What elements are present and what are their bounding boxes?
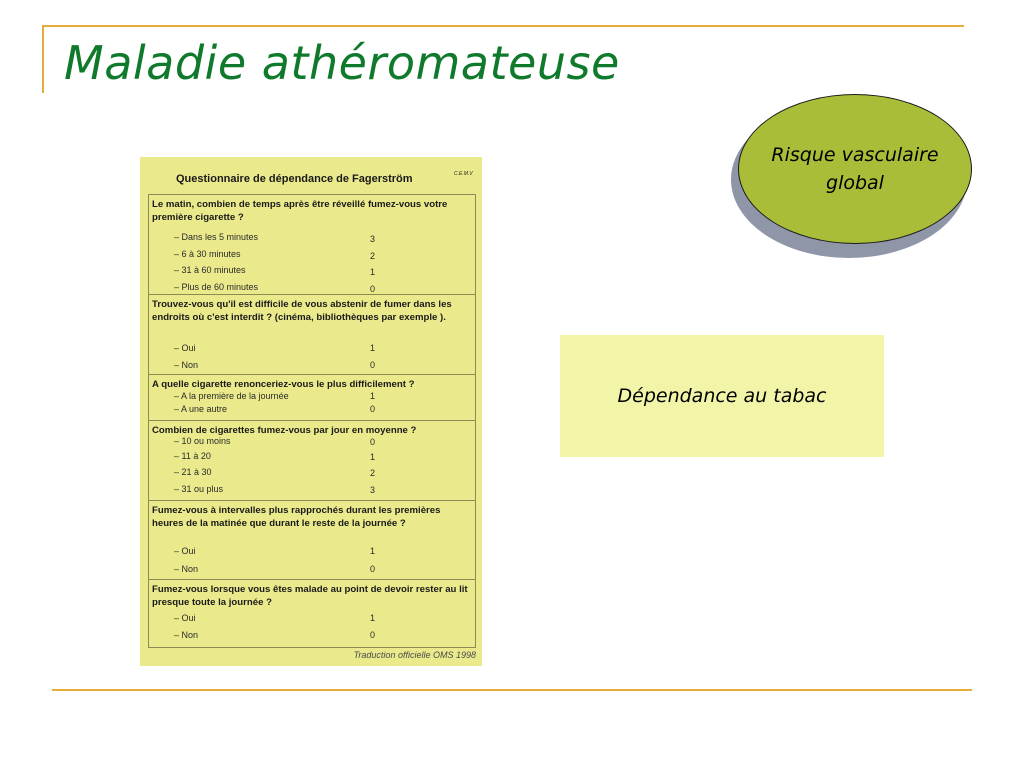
answer-label: – 10 ou moins xyxy=(174,436,231,446)
answer-score: 2 xyxy=(370,251,376,261)
answer-label: – Non xyxy=(174,360,199,370)
question-section xyxy=(149,374,475,420)
title-accent-bar xyxy=(42,25,44,93)
answer-score: 2 xyxy=(370,468,376,478)
dependence-box-text: Dépendance au tabac xyxy=(617,385,827,407)
answer-score: 3 xyxy=(370,234,376,244)
question-text: Fumez-vous à intervalles plus rapprochés durant les premières heures de la matinée que durant le reste de la journée ? xyxy=(152,505,441,529)
question-section xyxy=(149,294,475,374)
bottom-divider xyxy=(52,689,972,691)
answer-label: – 21 à 30 xyxy=(174,467,212,477)
answer-score: 0 xyxy=(370,630,376,640)
questionnaire-header xyxy=(140,157,482,195)
answer-label: – Dans les 5 minutes xyxy=(174,232,259,242)
answer-label: – Oui xyxy=(174,546,196,556)
answer-score: 0 xyxy=(370,360,376,370)
answer-score: 1 xyxy=(370,267,376,277)
answer-label: – 11 à 20 xyxy=(174,451,211,461)
answer-label: – Non xyxy=(174,630,199,640)
answer-score: 1 xyxy=(370,343,376,353)
risk-ellipse xyxy=(738,94,972,244)
answer-label: – A la première de la journée xyxy=(174,391,289,401)
question-section xyxy=(149,579,475,647)
answer-score: 0 xyxy=(370,564,376,574)
answer-score: 1 xyxy=(370,546,376,556)
question-section xyxy=(149,500,475,579)
question-text: Combien de cigarettes fumez-vous par jour en moyenne ? xyxy=(152,425,417,436)
question-section xyxy=(149,195,475,294)
answer-label: – Oui xyxy=(174,343,196,353)
answer-score: 0 xyxy=(370,437,376,447)
answer-score: 1 xyxy=(370,613,376,623)
question-text: Fumez-vous lorsque vous êtes malade au point de devoir rester au lit presque toute la journée ? xyxy=(152,584,468,608)
questionnaire-corner-mark: C.E.M.V xyxy=(454,171,473,177)
answer-score: 1 xyxy=(370,452,376,462)
answer-score: 1 xyxy=(370,391,376,401)
questionnaire-title: Questionnaire de dépendance de Fagerström xyxy=(176,173,413,185)
answer-label: – Oui xyxy=(174,613,196,623)
top-divider xyxy=(44,25,964,27)
answer-label: – 6 à 30 minutes xyxy=(174,249,241,259)
questionnaire-source: Traduction officielle OMS 1998 xyxy=(353,650,476,660)
question-text: A quelle cigarette renonceriez-vous le plus difficilement ? xyxy=(152,379,415,390)
questionnaire-body xyxy=(148,194,476,648)
answer-label: – Non xyxy=(174,564,199,574)
slide-title: Maladie athéromateuse xyxy=(64,36,620,90)
answer-score: 0 xyxy=(370,404,376,414)
question-text: Le matin, combien de temps après être réveillé fumez-vous votre première cigarette ? xyxy=(152,199,448,223)
question-text: Trouvez-vous qu'il est difficile de vous abstenir de fumer dans les endroits où c'est interdit ? (cinéma, bibliothèques par exemple ). xyxy=(152,299,452,323)
answer-label: – 31 à 60 minutes xyxy=(174,265,246,275)
fagerstrom-questionnaire xyxy=(140,157,482,666)
answer-score: 3 xyxy=(370,485,376,495)
answer-label: – A une autre xyxy=(174,404,228,414)
answer-score: 0 xyxy=(370,284,376,294)
answer-label: – Plus de 60 minutes xyxy=(174,282,259,292)
answer-label: – 31 ou plus xyxy=(174,484,224,494)
question-section xyxy=(149,420,475,500)
dependence-box xyxy=(560,335,884,457)
risk-ellipse-text: Risque vasculaire global xyxy=(771,144,939,194)
